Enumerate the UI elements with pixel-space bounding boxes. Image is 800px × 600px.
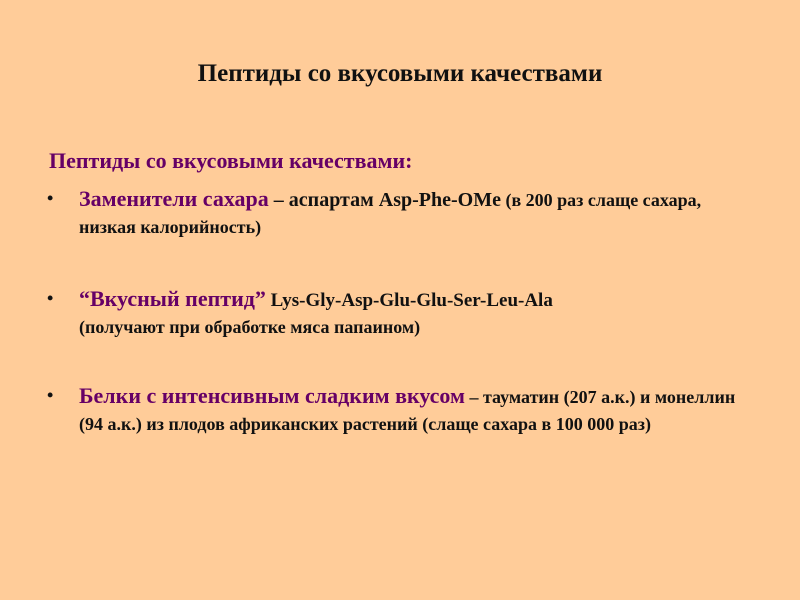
bullet-body bbox=[79, 285, 757, 341]
bullet-item-sweet-proteins bbox=[47, 382, 757, 438]
bullet-item-sweeteners bbox=[47, 185, 757, 241]
bullet-highlight: “Вкусный пептид” bbox=[79, 286, 266, 311]
slide-title: Пептиды со вкусовыми качествами bbox=[197, 60, 603, 87]
bullet-item-tasty-peptide bbox=[47, 285, 757, 341]
bullet-details: (получают при обработке мяса папаином) bbox=[79, 317, 421, 337]
bullet-dot-icon: • bbox=[47, 188, 54, 208]
bullet-dot-icon: • bbox=[47, 288, 54, 308]
bullet-highlight: Белки с интенсивным сладким вкусом bbox=[79, 383, 465, 408]
bullet-highlight: Заменители сахара bbox=[79, 186, 269, 211]
peptide-sequence: Lys-Gly-Asp-Glu-Glu-Ser-Leu-Ala bbox=[265, 290, 553, 311]
bullet-details: (в 200 раз слаще сахара, низкая калорийность) bbox=[79, 190, 702, 237]
bullet-details: – тауматин (207 а.к.) и монеллин (94 а.к.) из плодов африканских растений (слаще сахара в 100 000 раз) bbox=[79, 387, 736, 434]
bullet-dot-icon: • bbox=[47, 385, 54, 405]
bullet-body bbox=[79, 185, 757, 241]
peptide-sequence: Asp-Phe-OMe bbox=[378, 189, 501, 211]
bullet-middle-text: – аспартам bbox=[268, 189, 379, 211]
slide-subtitle: Пептиды со вкусовыми качествами: bbox=[49, 148, 413, 173]
bullet-body bbox=[79, 382, 757, 438]
